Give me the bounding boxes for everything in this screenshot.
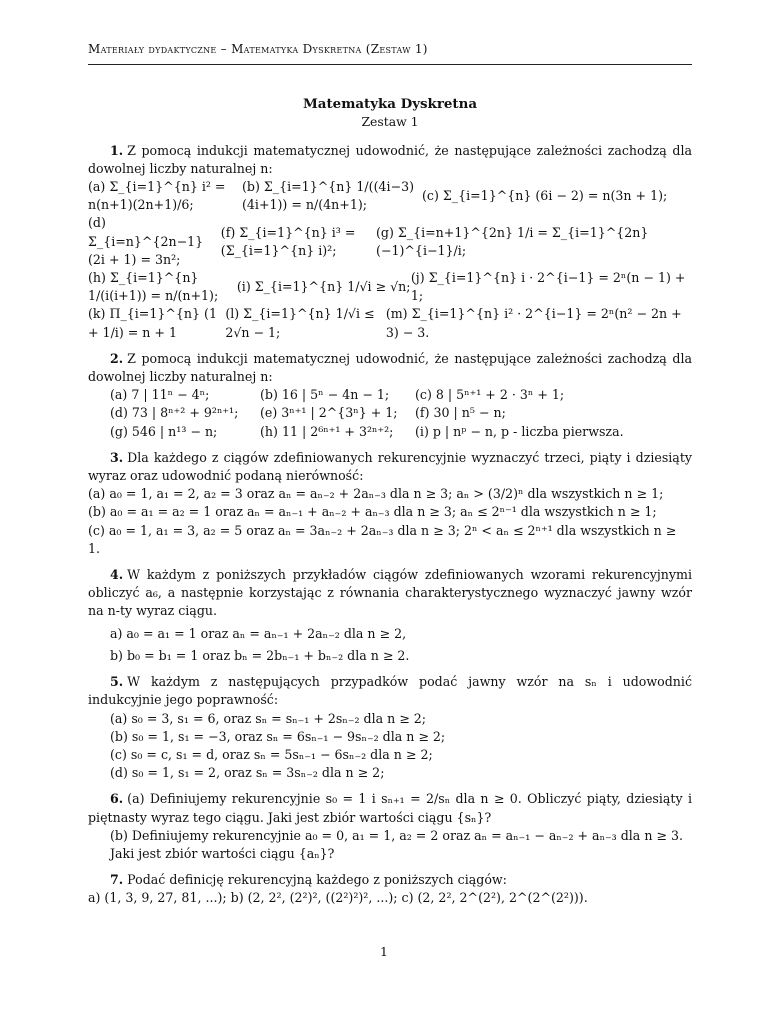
- problem-3: [88, 449, 692, 485]
- formula-item: (a) 7 | 11ⁿ − 4ⁿ;: [110, 387, 210, 403]
- problem-1-row: [88, 305, 692, 341]
- formula-item: (f) Σ_{i=1}^{n} i³ = (Σ_{i=1}^{n} i)²;: [220, 224, 356, 258]
- problem-2-row: [88, 386, 692, 404]
- problem-7-items: a) (1, 3, 9, 27, 81, ...); b) (2, 2², (2²)², ((2²)²)², ...); c) (2, 2², 2^(2²), 2^(2^(2²))).: [88, 890, 588, 906]
- formula-item: (k) Π_{i=1}^{n} (1 + 1/i) = n + 1: [88, 306, 217, 340]
- formula-item: (l) Σ_{i=1}^{n} 1/√i ≤ 2√n − 1;: [225, 306, 375, 340]
- formula-item: (e) 3ⁿ⁺¹ | 2^{3ⁿ} + 1;: [260, 405, 398, 421]
- problem-intro: Z pomocą indukcji matematycznej udowodnić, że następujące zależności zachodzą dla dowolnej liczby naturalnej n:: [88, 350, 692, 385]
- problem-2: [88, 350, 692, 386]
- page-title: Matematyka Dyskretna: [302, 96, 477, 113]
- formula-item: (c) Σ_{i=1}^{n} (6i − 2) = n(3n + 1);: [422, 188, 668, 204]
- problem-1-row: [88, 214, 692, 269]
- problem-number: 5.: [110, 674, 124, 690]
- problem-6: [88, 790, 692, 826]
- formula-item: (g) Σ_{i=n+1}^{2n} 1/i = Σ_{i=1}^{2n} (−1)^{i−1}/i;: [375, 224, 649, 258]
- problem-6b: (b) Definiujemy rekurencyjnie a₀ = 0, a₁ = 1, a₂ = 2 oraz aₙ = aₙ₋₁ − aₙ₋₂ + aₙ₋₃ dla n ≥ 3. Jaki jest zbiór wartości ciągu {aₙ}?: [110, 827, 684, 861]
- problem-4-item: b) b₀ = b₁ = 1 oraz bₙ = 2bₙ₋₁ + bₙ₋₂ dla n ≥ 2.: [110, 647, 410, 663]
- problem-intro: Podać definicję rekurencyjną każdego z poniższych ciągów:: [127, 872, 507, 888]
- running-head: Materiały dydaktyczne – Matematyka Dyskretna (Zestaw 1): [88, 40, 692, 65]
- formula-item: (d) 73 | 8ⁿ⁺² + 9²ⁿ⁺¹;: [110, 405, 239, 421]
- problem-4: [88, 566, 692, 621]
- problem-5-item: (c) s₀ = c, s₁ = d, oraz sₙ = 5sₙ₋₁ − 6sₙ₋₂ dla n ≥ 2;: [110, 746, 433, 762]
- problem-5-item: (a) s₀ = 3, s₁ = 6, oraz sₙ = sₙ₋₁ + 2sₙ₋₂ dla n ≥ 2;: [110, 710, 427, 726]
- formula-item: (i) p | nᵖ − n, p - liczba pierwsza.: [415, 423, 624, 439]
- page-number: 1: [380, 944, 388, 959]
- formula-item: (b) Σ_{i=1}^{n} 1/((4i−3)(4i+1)) = n/(4n+1);: [242, 179, 415, 213]
- problem-5-item: (d) s₀ = 1, s₁ = 2, oraz sₙ = 3sₙ₋₂ dla n ≥ 2;: [110, 765, 385, 781]
- problem-number: 1.: [110, 142, 124, 158]
- problem-3-item: (a) a₀ = 1, a₁ = 2, a₂ = 3 oraz aₙ = aₙ₋₂ + 2aₙ₋₃ dla n ≥ 3; aₙ > (3/2)ⁿ dla wszystkich n ≥ 1;: [88, 486, 664, 502]
- formula-item: (j) Σ_{i=1}^{n} i · 2^{i−1} = 2ⁿ(n − 1) + 1;: [410, 270, 686, 304]
- formula-item: (f) 30 | n⁵ − n;: [415, 405, 506, 421]
- problem-4-item: a) a₀ = a₁ = 1 oraz aₙ = aₙ₋₁ + 2aₙ₋₂ dla n ≥ 2,: [110, 625, 407, 641]
- formula-item: (i) Σ_{i=1}^{n} 1/√i ≥ √n;: [236, 279, 411, 295]
- formula-item: (m) Σ_{i=1}^{n} i² · 2^{i−1} = 2ⁿ(n² − 2n + 3) − 3.: [385, 306, 682, 340]
- problem-number: 2.: [110, 350, 124, 366]
- formula-item: (h) Σ_{i=1}^{n} 1/(i(i+1)) = n/(n+1);: [88, 270, 219, 304]
- problem-7: [88, 871, 692, 889]
- problem-intro: W każdym z poniższych przykładów ciągów zdefiniowanych wzorami rekurencyjnymi obliczyć a₆, a następnie korzystając z równania charakterystycznego wyznaczyć jawny wzór na n-ty wyraz ciągu.: [88, 567, 692, 619]
- formula-item: (d) Σ_{i=n}^{2n−1} (2i + 1) = 3n²;: [88, 215, 204, 267]
- problem-intro: Dla każdego z ciągów zdefiniowanych rekurencyjnie wyznaczyć trzeci, piąty i dziesiąty wyraz oraz udowodnić podaną nierówność:: [88, 449, 692, 484]
- problem-3-item: (b) a₀ = a₁ = a₂ = 1 oraz aₙ = aₙ₋₁ + aₙ₋₂ + aₙ₋₃ dla n ≥ 3; aₙ ≤ 2ⁿ⁻¹ dla wszystkich n ≥ 1;: [88, 504, 657, 520]
- problem-2-row: [88, 404, 692, 422]
- problem-5: [88, 673, 692, 709]
- formula-item: (a) Σ_{i=1}^{n} i² = n(n+1)(2n+1)/6;: [88, 179, 226, 213]
- problem-number: 6.: [110, 791, 124, 807]
- problem-intro: Z pomocą indukcji matematycznej udowodnić, że następujące zależności zachodzą dla dowolnej liczby naturalnej n:: [88, 142, 692, 176]
- problem-number: 7.: [110, 872, 124, 888]
- document-page: [88, 40, 692, 908]
- formula-item: (b) 16 | 5ⁿ − 4n − 1;: [260, 387, 390, 403]
- problem-1: [88, 142, 692, 178]
- problem-number: 4.: [110, 567, 124, 583]
- formula-item: (h) 11 | 2⁶ⁿ⁺¹ + 3²ⁿ⁺²;: [260, 423, 394, 439]
- problem-number: 3.: [110, 449, 124, 465]
- problem-1-row: [88, 269, 692, 305]
- formula-item: (c) 8 | 5ⁿ⁺¹ + 2 · 3ⁿ + 1;: [415, 387, 565, 403]
- formula-item: (g) 546 | n¹³ − n;: [110, 423, 218, 439]
- page-subtitle: Zestaw 1: [361, 114, 419, 130]
- problem-2-row: [88, 423, 692, 441]
- problem-6a: (a) Definiujemy rekurencyjnie s₀ = 1 i sₙ₊₁ = 2/sₙ dla n ≥ 0. Obliczyć piąty, dziesiąty i piętnasty wyraz tego ciągu. Jaki jest zbiór wartości ciągu {sₙ}?: [88, 791, 692, 825]
- problem-5-item: (b) s₀ = 1, s₁ = −3, oraz sₙ = 6sₙ₋₁ − 9sₙ₋₂ dla n ≥ 2;: [110, 728, 446, 744]
- problem-1-row: [88, 178, 692, 214]
- problem-intro: W każdym z następujących przypadków podać jawny wzór na sₙ i udowodnić indukcyjnie jego poprawność:: [88, 674, 692, 708]
- problem-3-item: (c) a₀ = 1, a₁ = 3, a₂ = 5 oraz aₙ = 3aₙ₋₂ + 2aₙ₋₃ dla n ≥ 3; 2ⁿ < aₙ ≤ 2ⁿ⁺¹ dla wszystkich n ≥ 1.: [88, 522, 677, 556]
